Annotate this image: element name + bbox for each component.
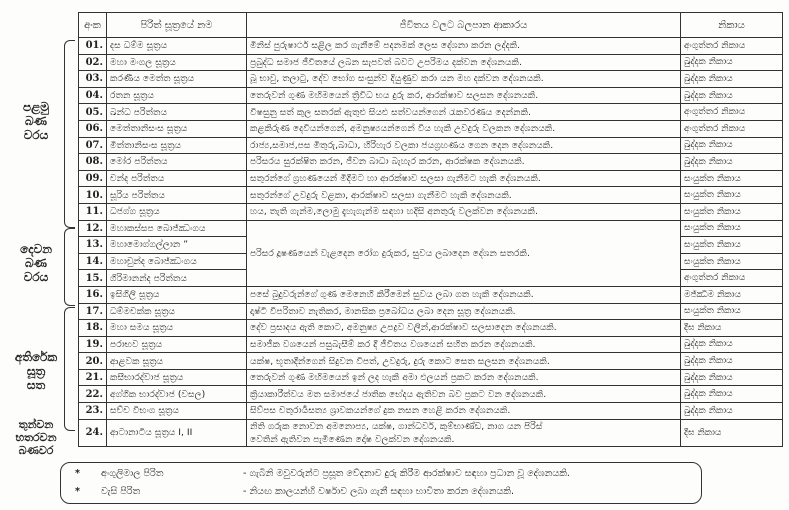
- sutta-description: පසේ බුදුවරුන්ගේ ගුණ මෙනෙහි කිරීමෙන් සුවය ලබා ගත හැකි දේශනයකි.: [247, 286, 681, 303]
- sutta-description: දේව ප්‍රසාදය ඇති කොට, අමනුෂ්‍ය උපද්‍රව වලින්,ආරක්ෂාව සලසාදෙන දේශනයකි.: [247, 320, 681, 337]
- header-no: අංක: [79, 13, 107, 38]
- extra-star: *: [75, 468, 80, 479]
- table-row: [79, 386, 783, 403]
- sutta-name: දස ධම්ම සූත්‍රය: [107, 38, 247, 55]
- nikaya-name: ඛුද්දක නිකාය: [681, 71, 783, 88]
- sutta-description: දෘෂ්ටි විපරිතාව නැතිකර, මානසික ප්‍රබෝධය ලබා දෙන සූත්‍ර දේශනයකි.: [247, 303, 681, 320]
- sutta-name: මහාමොග්ගල්ලාන ”: [107, 237, 247, 254]
- sutta-description: බූ භාවු, තලාටු, දේව භෝග සංසුන්ව දියුණුව කරා යන මහ දක්වන දේශනයකි.: [247, 71, 681, 88]
- sutta-name: මෝර පරිත්තය: [107, 154, 247, 171]
- group-second-line-3: වරය: [23, 270, 49, 284]
- sutta-name: රතන සූත්‍රය: [107, 87, 247, 104]
- extra-name: වැසි පිරිත: [101, 486, 141, 497]
- sutta-name: ධජග්ග සූත්‍රය: [107, 203, 247, 220]
- row-number: 13.: [79, 237, 107, 254]
- merged-description: පරිසර දූෂණයෙන් වැළදෙන රෝග දුරුකර, සුවය ලබාදෙන දේශන සතරකි.: [247, 220, 681, 286]
- sutta-description: සමාජීක වශයෙන් පසුබැසීම් කර දී ජීවිතය වශයෙන් සහිත කරන දේශනයකි.: [247, 336, 681, 353]
- nikaya-name: මජ්ඣිම නිකාය: [681, 286, 783, 303]
- nikaya-name: සංයුක්ත නිකාය: [681, 253, 783, 270]
- extra-star: *: [75, 486, 80, 497]
- group-second-banavara: [4, 242, 68, 284]
- nikaya-name: සංයුක්ත නිකාය: [681, 220, 783, 237]
- sutta-name: මහාකස්සප බොජ්ඣංගය: [107, 220, 247, 237]
- sutta-description: තෙරුවන් ගුණ මහිමයෙන් ත්‍රිවිධ භය දුරු කර, ආරක්ෂාව සලසන දේශනයකි.: [247, 87, 681, 104]
- table-row: [79, 187, 783, 204]
- sutta-name: මහා සමය සූත්‍රය: [107, 320, 247, 337]
- table-row: [79, 403, 783, 420]
- sutta-name: ඉසිගිලි සූත්‍රය: [107, 286, 247, 303]
- table-row: [79, 369, 783, 386]
- group-extra-line-1: අතිරේක: [14, 350, 58, 364]
- nikaya-name: ඛුද්දක නිකාය: [681, 54, 783, 71]
- sutta-name: පරාභව සූත්‍රය: [107, 336, 247, 353]
- pirith-table: [78, 12, 783, 447]
- nikaya-name: සංයුක්ත නිකාය: [681, 170, 783, 187]
- extra-desc: - නියඟ කාලයන්හි වර්ෂාව ලබා ගැනී සඳහා භාවිතා කරන දේශනයකි.: [243, 486, 515, 497]
- table-row: [79, 286, 783, 303]
- nikaya-name: ඛුද්දක නිකාය: [681, 369, 783, 386]
- header-name: පිරිත් සූත්‍රයේ නම: [107, 13, 247, 38]
- sutta-description: කළකිරුණ දෙවියන්ගෙන්, අමනුෂ්‍යයන්ගෙන් විය හැකි උවදුරු වලකන දේශනයකි.: [247, 120, 681, 137]
- row-number: 01.: [79, 38, 107, 55]
- nikaya-name: අංගුත්තර නිකාය: [681, 270, 783, 287]
- nikaya-name: ඛුද්දක නිකාය: [681, 154, 783, 171]
- table-row: [79, 104, 783, 121]
- sutta-name: ආළවක සූත්‍රය: [107, 353, 247, 370]
- row-number: 10.: [79, 187, 107, 204]
- sutta-name: මිත්තානිසංස සූත්‍රය: [107, 137, 247, 154]
- row-number: 08.: [79, 154, 107, 171]
- row-number: 18.: [79, 320, 107, 337]
- extra-name: අංගුලිමාල පිරිත: [101, 468, 164, 479]
- table-row: [79, 154, 783, 171]
- group-third-line-3: බණවර: [18, 444, 54, 457]
- table-row: [79, 54, 783, 71]
- sutta-description: රාජ්‍ය,සමාජ,පස මිතුරු,බාධා, හිරිහැර වලකා ජයග්‍රහණය ගෙන දෙන දේශනයකි.: [247, 137, 681, 154]
- nikaya-name: අංගුත්තර නිකාය: [681, 120, 783, 137]
- sutta-description: සිව්පස චතුරාර්‍යසත්‍ය ශ්‍රාවකයන්ගේ දුක නසන හෙළි කරන දේශනයකි.: [247, 403, 681, 420]
- sutta-name: ගිරිමානන්ද පරිත්තය: [107, 270, 247, 287]
- sutta-name: චන්ද පරිත්තය: [107, 170, 247, 187]
- sutta-description: හය, තැති ගැන්ම,ලොමු දැහැගැන්ම සඳහා හදිසි අනතුරු වලක්වන දේශනයකි.: [247, 203, 681, 220]
- row-number: 04.: [79, 87, 107, 104]
- sutta-description: යක්ෂ, භූතාදීන්ගෙන් සිදුවන විපත්, උවදුරු, දුරු කොට සෙත සලසන දේශනයකි.: [247, 353, 681, 370]
- sutta-description: ප්‍රබුද්ධ සමාජ ජීවිතයේ ලබන සැපවත් බවට උපරිමය දක්වන දේශනයකි.: [247, 54, 681, 71]
- group-first-line-2: බණ: [24, 114, 48, 128]
- row-number: 24.: [79, 419, 107, 446]
- sutta-name: මෙත්තානිසංස සූත්‍රය: [107, 120, 247, 137]
- row-number: 20.: [79, 353, 107, 370]
- nikaya-name: සංයුක්ත නිකාය: [681, 203, 783, 220]
- table-row: [79, 419, 783, 446]
- description-line-2: වෙතින් ඇතිවන පැමිණෙන දෝෂ වලක්වන දේශනයකි.: [250, 433, 455, 445]
- group-third-line-1: තුන්වන: [18, 418, 54, 431]
- sutta-name: මහා මංගල සූත්‍රය: [107, 54, 247, 71]
- sutta-description: සතුරන්ගේ ග්‍රහණයෙන් මිදීමට හා ආරක්ෂාව සලසා ගැනීමට හැකි දේශනයකි.: [247, 170, 681, 187]
- table-row: [79, 87, 783, 104]
- table-row: [79, 320, 783, 337]
- sutta-name: සච්ච විභංග සූත්‍රය: [107, 403, 247, 420]
- table-row: [79, 120, 783, 137]
- sutta-name: අග්ගික භාරද්වාජ (වසල): [107, 386, 247, 403]
- sutta-name: කරණීය මෙත්ත සූත්‍රය: [107, 71, 247, 88]
- nikaya-name: ඛුද්දක නිකාය: [681, 87, 783, 104]
- group-second-brace: [64, 228, 75, 306]
- group-extra-suttas: [4, 350, 68, 392]
- header-desc: ජීවිතය වලට බලපාන ආකාරය: [247, 13, 681, 38]
- row-number: 05.: [79, 104, 107, 121]
- sutta-description: විෂසුනු සත් කුල සතරක් ඇතුළු සියළු සත්වයන්ගෙන් රැකවරණය දෙන්නකි.: [247, 104, 681, 121]
- group-second-line-1: දෙවන: [20, 242, 52, 256]
- group-first-line-1: පළමු: [23, 100, 49, 114]
- table-row: [79, 336, 783, 353]
- nikaya-name: ඛුද්දක නිකාය: [681, 336, 783, 353]
- group-extra-line-3: සත: [26, 378, 46, 392]
- extra-desc: - ගැබිනි මවුවරුන්ට ප්‍රසූත වේදනාව දුරු කිරීම ආරක්ෂාව සඳහා ප්‍රධාන වූ දේශනයකි.: [243, 468, 570, 479]
- extra-row: [61, 465, 701, 483]
- sutta-name: ආටානාටිය සූත්‍රය I, II: [107, 419, 247, 446]
- sutta-description: ක්‍රියාකාරීත්වය මත සමාජයේ ජාතික භේදය ඇතිවන බව ප්‍රකට වන දේශනයකි.: [247, 386, 681, 403]
- table-row: [79, 303, 783, 320]
- table-row: [79, 137, 783, 154]
- row-number: 09.: [79, 170, 107, 187]
- table-row: [79, 170, 783, 187]
- nikaya-name: දීඝ නිකාය: [681, 320, 783, 337]
- header-nikaya: නිකාය: [681, 13, 783, 38]
- table-row: [79, 203, 783, 220]
- sutta-name: මහාචුන්ද බොජ්ඣංගය: [107, 253, 247, 270]
- row-number: 14.: [79, 253, 107, 270]
- group-extra-brace: [64, 307, 75, 431]
- group-third-line-2: භතරවන: [15, 431, 57, 444]
- nikaya-name: සංයුක්ත නිකාය: [681, 187, 783, 204]
- group-first-line-3: වරය: [23, 128, 49, 142]
- sutta-name: කසීභාරද්වාජ සූත්‍රය: [107, 369, 247, 386]
- row-number: 03.: [79, 71, 107, 88]
- group-first-banavara: [4, 100, 68, 142]
- row-number: 11.: [79, 203, 107, 220]
- sutta-name: ඛන්ධ පරිත්තය: [107, 104, 247, 121]
- table-header-row: [79, 13, 783, 38]
- nikaya-name: ඛුද්දක නිකාය: [681, 353, 783, 370]
- row-number: 21.: [79, 369, 107, 386]
- sutta-description: සතුරන්ගේ උවදුරු වළකා, ආරක්ෂාව සලසා ගැනීමට හැකි දේශනයකි.: [247, 187, 681, 204]
- sutta-description: මිනිස් පුරුෂාර්ථ සළිල කර ගැනීමේ පදනමක් ලෙස දේශනා කරන ලද්දකි.: [247, 38, 681, 55]
- row-number: 23.: [79, 403, 107, 420]
- additional-pirith-box: [60, 462, 702, 504]
- table-row: [79, 220, 783, 237]
- nikaya-name: අංගුත්තර නිකාය: [681, 104, 783, 121]
- sutta-name: ධම්මචක්ක සූත්‍රය: [107, 303, 247, 320]
- row-number: 06.: [79, 120, 107, 137]
- row-number: 12.: [79, 220, 107, 237]
- sutta-description: පරිසරය සුරක්ෂිත කරන, ජීවන බාධා බැහැර කරන, ආරක්ෂක දේශනයකි.: [247, 154, 681, 171]
- sutta-description: [247, 419, 681, 446]
- nikaya-name: ඛුද්දක නිකාය: [681, 403, 783, 420]
- nikaya-name: අංගුත්තර නිකාය: [681, 38, 783, 55]
- nikaya-name: සංයුක්ත නිකාය: [681, 237, 783, 254]
- nikaya-name: ඛුද්දක නිකාය: [681, 137, 783, 154]
- group-third-fourth-banavara: [4, 418, 68, 457]
- nikaya-name: ඛුද්දක නිකාය: [681, 386, 783, 403]
- table-row: [79, 71, 783, 88]
- group-extra-line-2: සූත්‍ර: [26, 364, 46, 378]
- group-second-line-2: බණ: [24, 256, 48, 270]
- row-number: 19.: [79, 336, 107, 353]
- extra-row: [61, 483, 701, 501]
- row-number: 22.: [79, 386, 107, 403]
- row-number: 07.: [79, 137, 107, 154]
- table-row: [79, 353, 783, 370]
- row-number: 17.: [79, 303, 107, 320]
- table-row: [79, 38, 783, 55]
- nikaya-name: දීඝ නිකාය: [681, 419, 783, 446]
- row-number: 16.: [79, 286, 107, 303]
- description-line-1: නිති ගරුක නොවන අමනොප්‍ය, යක්ෂ, ගාන්ධර්ව, කුම්භාණ්ඩ, නාග යන පිරිස්: [250, 420, 543, 432]
- row-number: 15.: [79, 270, 107, 287]
- nikaya-name: සංයුක්ත නිකාය: [681, 303, 783, 320]
- sutta-name: සූරිය පරිත්තය: [107, 187, 247, 204]
- group-first-brace: [64, 40, 75, 228]
- sutta-description: තෙරුවන් ගුණ මහිමයෙන් ඉන් ලද හැකි අමා එලයන් ප්‍රකට කරන දේශනයකි.: [247, 369, 681, 386]
- row-number: 02.: [79, 54, 107, 71]
